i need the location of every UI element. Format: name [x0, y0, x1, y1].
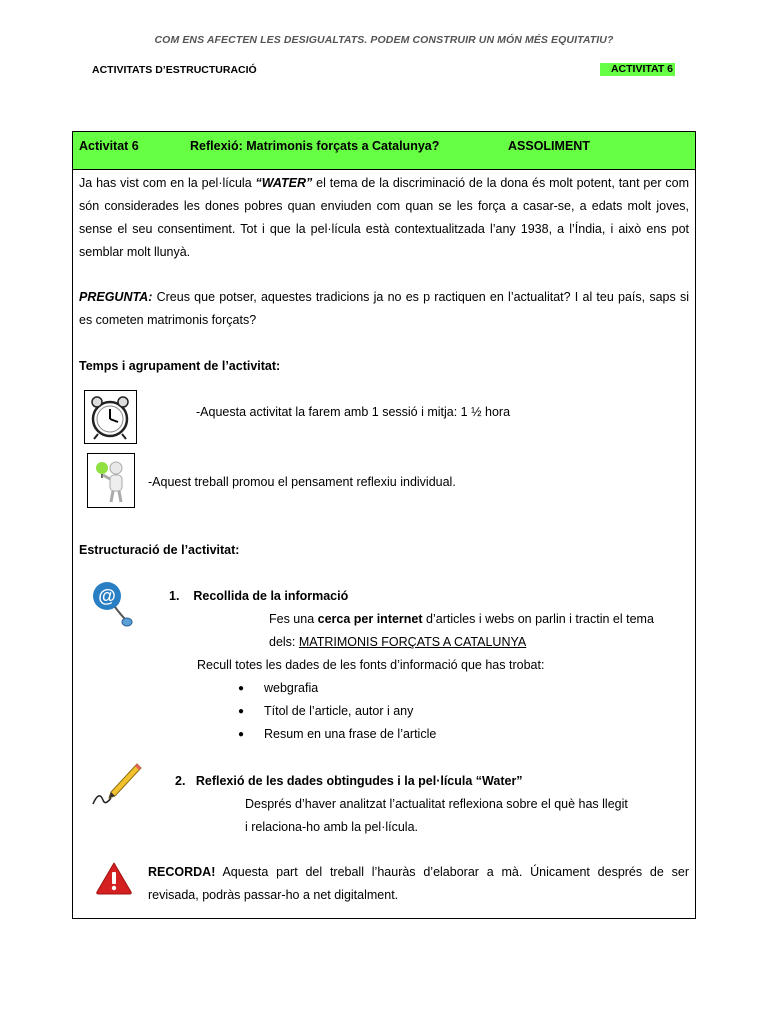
step2-line2: i relaciona-ho amb la pel·lícula. — [245, 820, 419, 834]
section-label: ACTIVITATS D’ESTRUCTURACIÓ — [92, 64, 257, 76]
list-item: ● Resum en una frase de l’article — [233, 723, 436, 746]
activity-title: Reflexió: Matrimonis forçats a Catalunya? — [190, 139, 440, 153]
question-paragraph: PREGUNTA: Creus que potser, aquestes tradicions ja no es p ractiquen en l’actualitat? I al teu país, saps si es cometen matrimonis forçats? — [79, 290, 689, 327]
group-text: -Aquest treball promou el pensament reflexiu individual. — [148, 475, 456, 489]
source-list — [233, 677, 436, 746]
step2-title: 2. Reflexió de les dades obtingudes i la pel·lícula “Water” — [175, 774, 523, 788]
question-label: PREGUNTA: — [79, 290, 153, 304]
activity-number: Activitat 6 — [79, 139, 139, 153]
pencil-icon — [89, 760, 143, 812]
step2-line1: Després d’haver analitzat l’actualitat reflexiona sobre el què has llegit — [245, 797, 628, 811]
activity-card — [72, 131, 696, 919]
structure-heading: Estructuració de l’activitat: — [79, 543, 240, 557]
clock-icon — [84, 390, 137, 444]
topic-link: MATRIMONIS FORÇATS A CATALUNYA — [298, 635, 527, 649]
time-text: -Aquesta activitat la farem amb 1 sessió i mitja: 1 ½ hora — [196, 405, 511, 419]
intro-paragraph: Ja has vist com en la pel·lícula “WATER” el tema de la discriminació de la dona és molt potent, tant per com són considerades les dones pobres quan enviuden com quan se les força a casar-se, a edats molt joves, sense el seu consentiment. Tot i que la pel·lícula està contextualitzada l’any 1938, a l’Índia, i això ens pot semblar molt llunyà. — [79, 176, 689, 259]
timing-heading: Temps i agrupament de l’activitat: — [79, 359, 281, 373]
idea-person-icon — [87, 453, 135, 508]
warning-icon — [95, 861, 133, 895]
document-title: COM ENS AFECTEN LES DESIGUALTATS. PODEM CONSTRUIR UN MÓN MÉS EQUITATIU? — [154, 34, 614, 46]
step1-collect: Recull totes les dades de les fonts d’informació que has trobat: — [197, 658, 545, 672]
reminder-label: RECORDA! — [148, 865, 216, 879]
list-item: ● Títol de l’article, autor i any — [233, 700, 436, 723]
film-title: “WATER” — [255, 176, 313, 190]
svg-text:@: @ — [98, 586, 116, 606]
step1-title: 1. Recollida de la informació — [169, 589, 349, 603]
list-item: ● webgrafia — [233, 677, 436, 700]
activity-header — [73, 132, 695, 170]
activity-type: ASSOLIMENT — [508, 139, 590, 153]
email-icon — [91, 579, 133, 629]
reminder-paragraph: RECORDA! Aquesta part del treball l’hauràs d’elaborar a mà. Únicament després de ser revisada, podràs passar-ho a net digitalment. — [148, 865, 689, 902]
step1-line1: Fes una cerca per internet d’articles i webs on parlin i tractin el tema — [269, 612, 654, 626]
step1-line2: dels: MATRIMONIS FORÇATS A CATALUNYA — [269, 635, 527, 649]
activity-badge: ACTIVITAT 6 — [600, 63, 675, 76]
